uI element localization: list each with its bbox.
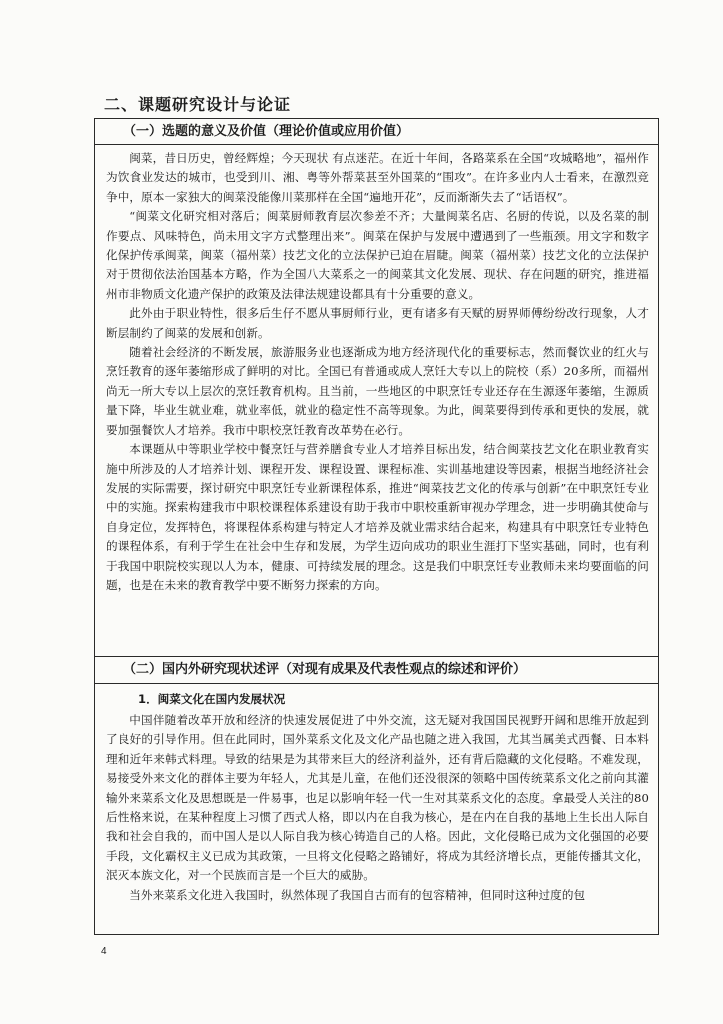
subsection-2-content (106, 690, 649, 905)
paragraph: 此外由于职业特性，很多后生仔不愿从事厨师行业，更有诸多有天赋的厨界师傅纷纷改行现象，人才断层制约了闽菜的发展和创新。 (106, 306, 649, 340)
subsection-2-subheading: 1．闽菜文化在国内发展状况 (138, 692, 286, 706)
subsection-1-title: （一）选题的意义及价值（理论价值或应用价值） (95, 119, 658, 145)
paragraph: 本课题从中等职业学校中餐烹饪与营养膳食专业人才培养目标出发，结合闽菜技艺文化在职业教育实施中所涉及的人才培养计划、课程开发、课程设置、课程标准、实训基地建设等因素，根据当地经济社会发展的实际需要，探讨研究中职烹饪专业新课程体系，推进“闽菜技艺文化的传承与创新”在中职烹饪专业中的实施。探索构建我市中职校课程体系建设有助于我市中职校重新审视办学理念，进一步明确其使命与自身定位，发挥特色，将课程体系构建与特定人才培养及就业需求结合起来，构建具有中职烹饪专业特色的课程体系，有利于学生在社会中生存和发展，为学生迈向成功的职业生涯打下坚实基础，同时，也有利于我国中职院校实现以人为本，健康、可持续发展的理念。这是我们中职烹饪专业教师未来均要面临的问题，也是在未来的教育教学中要不断努力探索的方向。 (106, 442, 649, 592)
subsection-1-content (106, 149, 649, 595)
paragraph: “闽菜文化研究相对落后；闽菜厨师教育层次参差不齐；大量闽菜名店、名厨的传说，以及名菜的制作要点、风味特色，尚未用文字方式整理出来”。闽菜在保护与发展中遭遇到了一些瓶颈。用文字和数字化保护传承闽菜，闽菜（福州菜）技艺文化的立法保护已迫在眉睫。闽菜（福州菜）技艺文化的立法保护对于贯彻依法治国基本方略，作为全国八大菜系之一的闽菜其文化发展、现状、存在问题的研究，推进福州市非物质文化遗产保护的政策及法律法规建设都具有十分重要的意义。 (106, 209, 649, 301)
subsection-2-title: （二）国内外研究现状述评（对现有成果及代表性观点的综述和评价） (95, 656, 658, 684)
paragraph: 闽菜，昔日历史，曾经辉煌；今天现状 有点迷茫。在近十年间，各路菜系在全国“攻城略地”，福州作为饮食业发达的城市，也受到川、湘、粤等外帮菜甚至外国菜的“围攻”。在许多业内人士看来，在激烈竞争中，原本一家独大的闽菜没能像川菜那样在全国“遍地开花”，反而渐渐失去了“话语权”。 (106, 151, 649, 204)
paragraph: 当外来菜系文化进入我国时，纵然体现了我国自古而有的包容精神，但同时这种过度的包 (129, 887, 586, 902)
form-table (94, 118, 659, 935)
paragraph: 随着社会经济的不断发展，旅游服务业也逐渐成为地方经济现代化的重要标志，然而餐饮业的红火与烹饪教育的逐年萎缩形成了鲜明的对比。全国已有普通或成人烹饪大专以上的院校（系）20多所，而福州尚无一所大专以上层次的烹饪教育机构。且当前，一些地区的中职烹饪专业还存在生源逐年萎缩，生源质量下降，毕业生就业难，就业率低，就业的稳定性不高等现象。为此，闽菜要得到传承和更快的发展，就要加强餐饮人才培养。我市中职校烹饪教育改革势在必行。 (106, 345, 649, 437)
page-number: 4 (101, 946, 107, 957)
section-title: 二、课题研究设计与论证 (104, 95, 292, 114)
paragraph: 中国伴随着改革开放和经济的快速发展促进了中外交流，这无疑对我国国民视野开阔和思维开放起到了良好的引导作用。但在此同时，国外菜系文化及文化产品也随之进入我国，尤其当属美式西餐、日本料理和近年来韩式料理。导致的结果是为其带来巨大的经济利益外，还有背后隐藏的文化侵略。不难发现，易接受外来文化的群体主要为年轻人，尤其是儿童，在他们还没很深的领略中国传统菜系文化之前向其灌输外来菜系文化及思想既是一件易事，也足以影响年轻一代一生对其菜系文化的态度。拿最受人关注的80后性格来说，在某种程度上习惯了西式人格，即以内在自我为核心，是在内在自我的基地上生长出人际自我和社会自我的，而中国人是以人际自我为核心铸造自己的人格。因此，文化侵略已成为文化强国的必要手段，文化霸权主义已成为其政策，一旦将文化侵略之路铺好，将成为其经济增长点，更能传播其文化，泯灭本族文化，对一个民族而言是一个巨大的威胁。 (106, 713, 649, 883)
